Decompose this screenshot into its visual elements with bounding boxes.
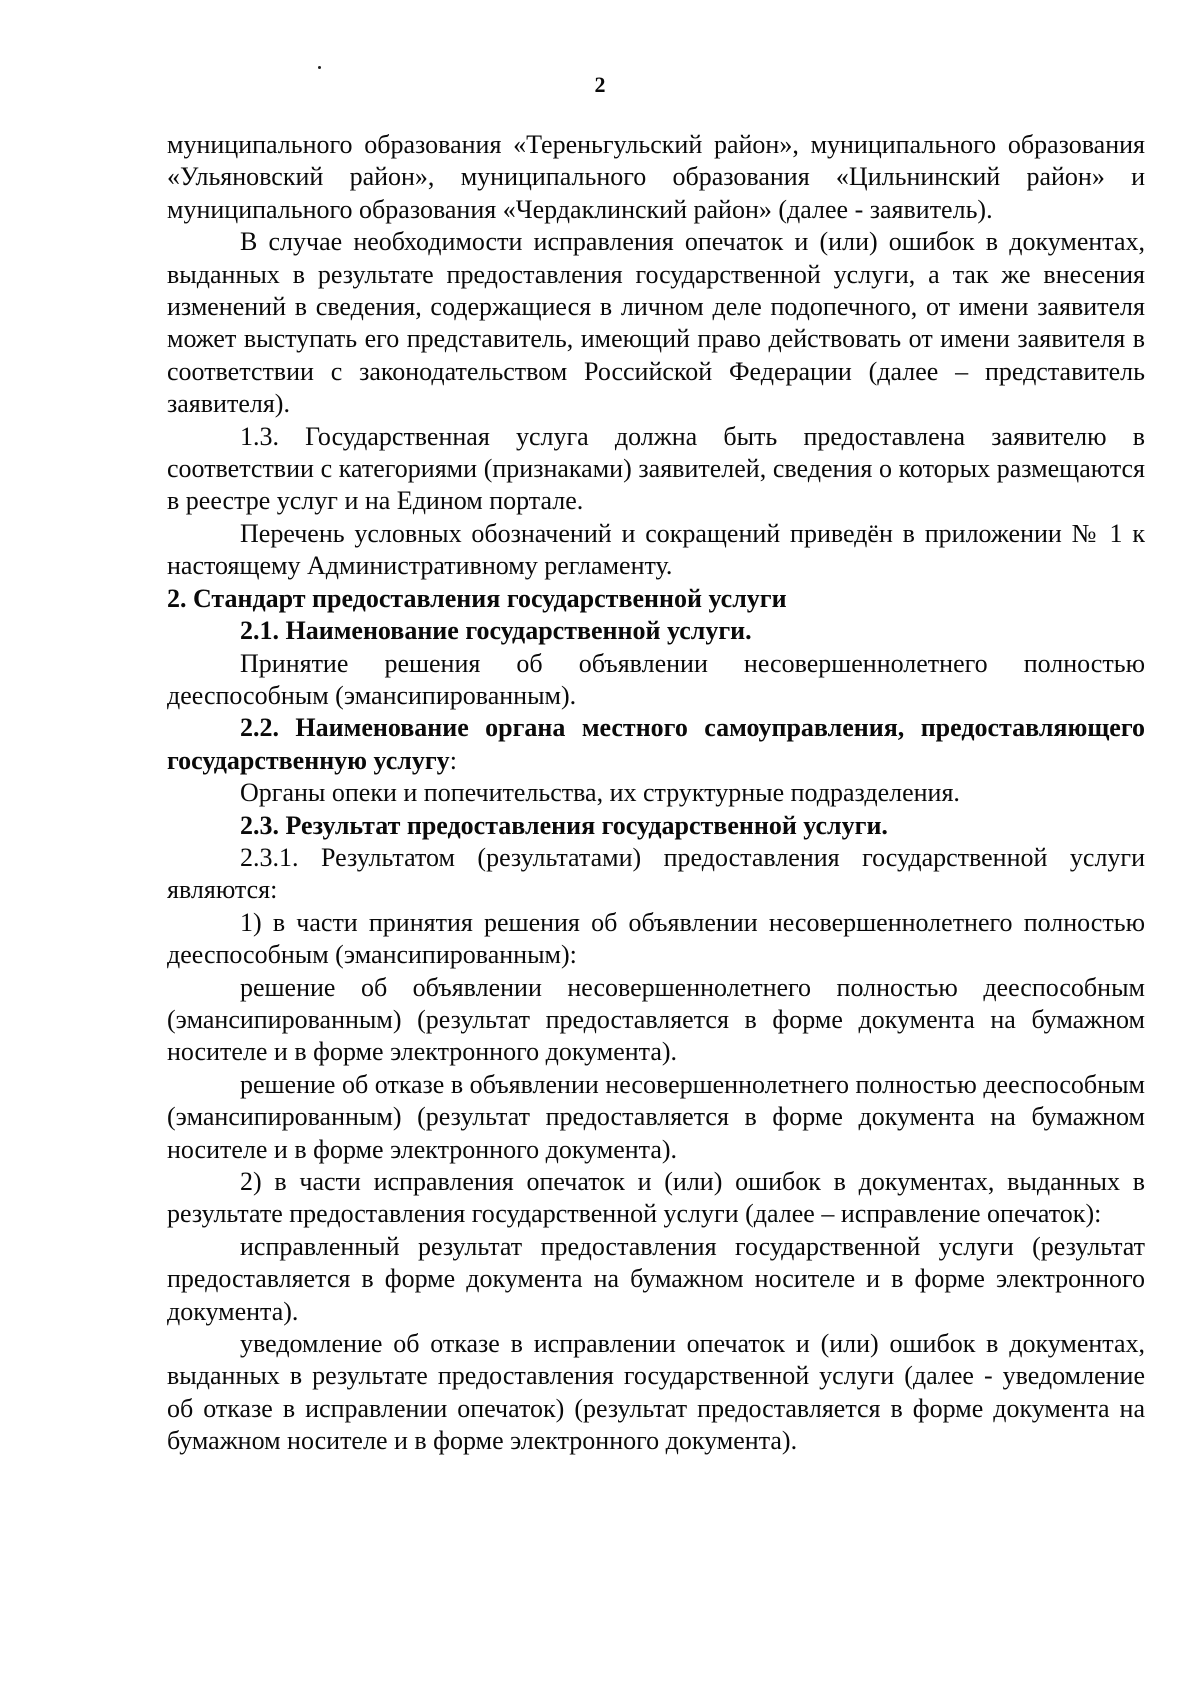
paragraph-authority: Органы опеки и попечительства, их структурные подразделения. <box>240 778 960 808</box>
page-number: 2 <box>594 72 606 97</box>
paragraph-abbreviations: Перечень условных обозначений и сокращений приведён в приложении № 1 к настоящему Административному регламенту. <box>167 518 1145 581</box>
section-heading-2: 2. Стандарт предоставления государственной услуги <box>167 583 787 613</box>
subheading-2-3: 2.3. Результат предоставления государственной услуги. <box>240 810 888 840</box>
paragraph-representative: В случае необходимости исправления опечаток и (или) ошибок в документах, выданных в результате предоставления государственной услуги, а так же внесения изменений в сведения, содержащиеся в личном деле подопечного, от имени заявителя может выступать его представитель, имеющий право действовать от имени заявителя в соответствии с законодательством Российской Федерации (далее – представитель заявителя). <box>167 227 1145 419</box>
paragraph-service-name: Принятие решения об объявлении несовершеннолетнего полностью дееспособным (эмансипированным). <box>167 648 1145 710</box>
paragraph-decision: решение об объявлении несовершеннолетнего полностью дееспособным (эмансипированным) (результат предоставляется в форме документа на бумажном носителе и в форме электронного документа). <box>167 972 1145 1067</box>
document-body <box>167 129 1145 1458</box>
scan-speck <box>318 66 321 69</box>
subheading-2-1: 2.1. Наименование государственной услуги. <box>240 616 752 646</box>
paragraph-refusal-notice: уведомление об отказе в исправлении опечаток и (или) ошибок в документах, выданных в результате предоставления государственной услуги (далее - уведомление об отказе в исправлении опечаток) (результат предоставляется в форме документа на бумажном носителе и в форме электронного документа). <box>167 1329 1145 1456</box>
paragraph-2-3-1: 2.3.1. Результатом (результатами) предоставления государственной услуги являются: <box>167 842 1145 905</box>
subheading-2-2-text: 2.2. Наименование органа местного самоуправления, предоставляющего государственную услугу <box>167 713 1145 775</box>
paragraph-refusal: решение об отказе в объявлении несовершеннолетнего полностью дееспособным (эмансипированным) (результат предоставляется в форме документа на бумажном носителе и в форме электронного документа). <box>167 1069 1145 1164</box>
paragraph-applicant-definition: муниципального образования «Тереньгульский район», муниципального образования «Ульяновский район», муниципального образования «Цильнинский район» и муниципального образования «Чердаклинский район» (далее - заявитель). <box>167 130 1145 224</box>
paragraph-1-3: 1.3. Государственная услуга должна быть предоставлена заявителю в соответствии с категориями (признаками) заявителей, сведения о которых размещаются в реестре услуг и на Едином портале. <box>167 421 1145 516</box>
subheading-2-2-colon: : <box>449 745 457 775</box>
subheading-2-2 <box>167 712 1145 777</box>
paragraph-item-2: 2) в части исправления опечаток и (или) ошибок в документах, выданных в результате предоставления государственной услуги (далее – исправление опечаток): <box>167 1167 1145 1229</box>
paragraph-corrected-result: исправленный результат предоставления государственной услуги (результат предоставляется в форме документа на бумажном носителе и в форме электронного документа). <box>167 1231 1145 1326</box>
paragraph-item-1: 1) в части принятия решения об объявлении несовершеннолетнего полностью дееспособным (эмансипированным): <box>167 907 1145 970</box>
